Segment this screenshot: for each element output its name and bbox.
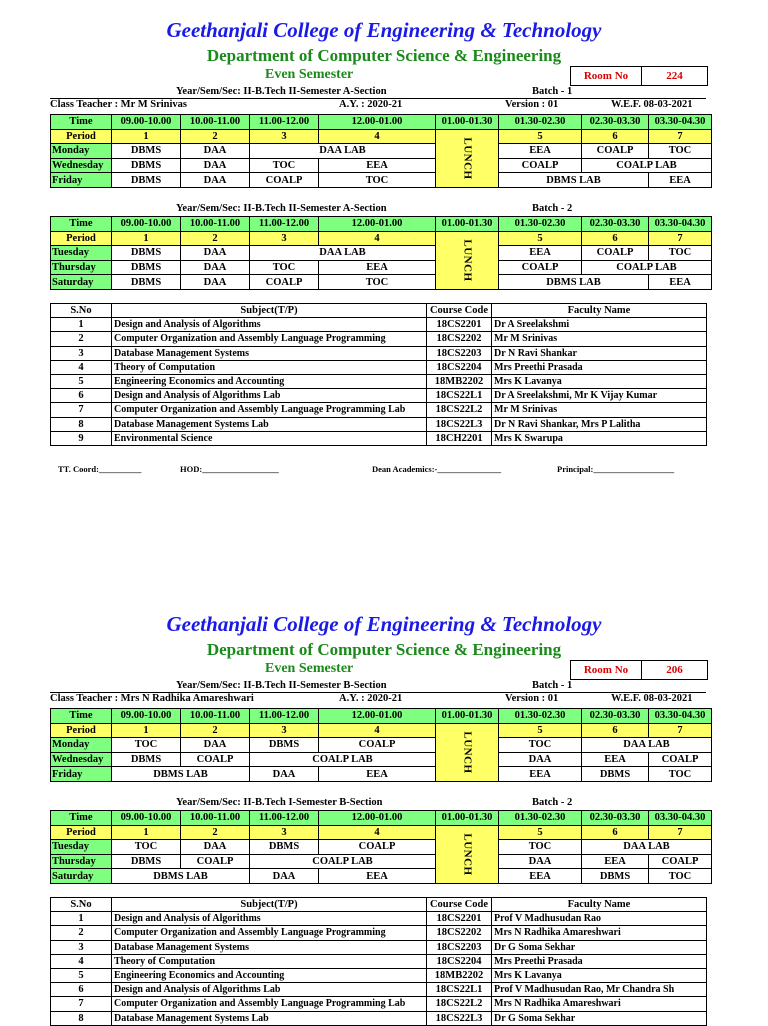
academic-year: A.Y. : 2020-21	[339, 99, 403, 110]
table-row	[51, 912, 707, 926]
subject-cell: DAA LAB	[582, 840, 712, 855]
batch2-year-sec: Year/Sem/Sec: II-B.Tech I-Semester B-Section	[176, 797, 383, 808]
period-header: Period	[51, 129, 112, 144]
signature-dean: Dean Academics:-_______________	[372, 464, 502, 474]
room-value: 224	[666, 70, 683, 82]
subject-cell: DAA	[181, 260, 250, 275]
time-slot: 12.00-01.00	[319, 217, 436, 232]
lunch-label: LUNCH	[461, 833, 474, 876]
day-label: Friday	[51, 173, 112, 188]
batch2-label: Batch - 2	[532, 797, 573, 808]
time-slot: 11.00-12.00	[250, 709, 319, 724]
time-slot: 03.30-04.30	[649, 115, 712, 130]
table-row	[51, 869, 712, 884]
subject-cell: COALP LAB	[582, 260, 712, 275]
subject-cell: EEA	[319, 260, 436, 275]
subject-cell: COALP	[499, 260, 582, 275]
time-slot: 11.00-12.00	[250, 115, 319, 130]
subject-cell: DAA	[181, 144, 250, 159]
subject-name: Database Management Systems Lab	[112, 1011, 427, 1025]
serial-number: 9	[51, 431, 112, 445]
subject-cell: TOC	[319, 173, 436, 188]
serial-number: 3	[51, 940, 112, 954]
course-code: 18CS22L3	[427, 417, 492, 431]
course-code: 18CS22L1	[427, 983, 492, 997]
class-teacher: Class Teacher : Mrs N Radhika Amareshwari	[50, 693, 254, 704]
subject-name: Computer Organization and Assembly Language Programming Lab	[112, 403, 427, 417]
subject-cell: DBMS	[112, 158, 181, 173]
subjects-table	[50, 897, 707, 1026]
subject-cell: DBMS	[112, 260, 181, 275]
period-header: Period	[51, 723, 112, 738]
time-slot: 01.00-01.30	[436, 217, 499, 232]
faculty-name: Mrs Preethi Prasada	[492, 360, 707, 374]
time-slot: 12.00-01.00	[319, 115, 436, 130]
department-title: Department of Computer Science & Engineering	[206, 46, 562, 65]
faculty-name: Mrs K Lavanya	[492, 374, 707, 388]
table-row	[51, 1011, 707, 1025]
subject-name: Engineering Economics and Accounting	[112, 968, 427, 982]
table-row	[51, 983, 707, 997]
period-number: 1	[112, 723, 181, 738]
room-box	[570, 660, 708, 680]
subject-cell: TOC	[250, 158, 319, 173]
subject-cell: COALP	[649, 854, 712, 869]
time-slot: 12.00-01.00	[319, 811, 436, 826]
time-header: Time	[51, 217, 112, 232]
subject-cell: EEA	[649, 275, 712, 290]
period-number: 3	[250, 825, 319, 840]
period-number: 6	[582, 129, 649, 144]
subject-cell: COALP	[582, 246, 649, 261]
serial-number: 8	[51, 1011, 112, 1025]
table-row	[51, 954, 707, 968]
subject-cell: DBMS	[112, 275, 181, 290]
subject-cell: COALP	[319, 840, 436, 855]
subject-cell: DAA	[181, 738, 250, 753]
batch1-year-sec: Year/Sem/Sec: II-B.Tech II-Semester B-Section	[176, 680, 387, 691]
batch1-label: Batch - 1	[532, 680, 573, 691]
course-code: 18CS2202	[427, 332, 492, 346]
day-label: Wednesday	[51, 752, 112, 767]
period-number: 4	[319, 129, 436, 144]
subject-name: Design and Analysis of Algorithms	[112, 912, 427, 926]
table-row	[51, 738, 712, 753]
subject-cell: DBMS LAB	[499, 275, 649, 290]
faculty-name: Mrs Preethi Prasada	[492, 954, 707, 968]
subject-cell: EEA	[582, 854, 649, 869]
period-number: 5	[499, 231, 582, 246]
day-label: Saturday	[51, 275, 112, 290]
subjects-header-cell: S.No	[51, 304, 112, 318]
lunch-label: LUNCH	[461, 137, 474, 180]
day-label: Tuesday	[51, 246, 112, 261]
period-number: 7	[649, 723, 712, 738]
serial-number: 2	[51, 332, 112, 346]
course-code: 18CS2203	[427, 940, 492, 954]
wef-date: W.E.F. 08-03-2021	[611, 99, 693, 110]
subject-cell: DAA LAB	[250, 246, 436, 261]
course-code: 18MB2202	[427, 374, 492, 388]
subjects-header-cell: Subject(T/P)	[112, 898, 427, 912]
subject-name: Database Management Systems	[112, 940, 427, 954]
subject-cell: COALP LAB	[250, 752, 436, 767]
subjects-header-cell: Faculty Name	[492, 304, 707, 318]
subject-cell: DBMS	[582, 767, 649, 782]
subject-cell: DBMS	[250, 738, 319, 753]
subject-name: Design and Analysis of Algorithms Lab	[112, 389, 427, 403]
table-row	[51, 752, 712, 767]
subject-cell: DAA	[181, 246, 250, 261]
time-slot: 11.00-12.00	[250, 217, 319, 232]
college-title: Geethanjali College of Engineering & Technology	[166, 612, 602, 636]
subject-cell: DAA	[181, 840, 250, 855]
course-code: 18CS2201	[427, 318, 492, 332]
serial-number: 5	[51, 374, 112, 388]
period-number: 1	[112, 129, 181, 144]
time-slot: 02.30-03.30	[582, 217, 649, 232]
faculty-name: Prof V Madhusudan Rao	[492, 912, 707, 926]
serial-number: 6	[51, 983, 112, 997]
serial-number: 4	[51, 360, 112, 374]
subject-name: Engineering Economics and Accounting	[112, 374, 427, 388]
day-label: Friday	[51, 767, 112, 782]
lunch-label: LUNCH	[461, 239, 474, 282]
time-header: Time	[51, 115, 112, 130]
table-row	[51, 997, 707, 1011]
time-slot: 09.00-10.00	[112, 811, 181, 826]
time-header: Time	[51, 709, 112, 724]
room-label: Room No	[571, 67, 642, 85]
day-label: Saturday	[51, 869, 112, 884]
timetable-batch-2	[50, 810, 712, 884]
subject-cell: TOC	[319, 275, 436, 290]
period-number: 4	[319, 723, 436, 738]
subject-cell: EEA	[499, 767, 582, 782]
subject-cell: COALP	[181, 752, 250, 767]
time-slot: 09.00-10.00	[112, 115, 181, 130]
period-number: 1	[112, 231, 181, 246]
period-number: 5	[499, 129, 582, 144]
subject-cell: COALP	[181, 854, 250, 869]
day-label: Wednesday	[51, 158, 112, 173]
subject-cell: TOC	[649, 869, 712, 884]
table-row	[51, 854, 712, 869]
course-code: 18CS2204	[427, 360, 492, 374]
faculty-name: Mr M Srinivas	[492, 332, 707, 346]
subject-cell: COALP	[250, 173, 319, 188]
day-label: Thursday	[51, 854, 112, 869]
subject-name: Design and Analysis of Algorithms Lab	[112, 983, 427, 997]
subject-name: Computer Organization and Assembly Language Programming	[112, 332, 427, 346]
serial-number: 3	[51, 346, 112, 360]
semester-label: Even Semester	[265, 661, 354, 676]
subjects-header-cell: Subject(T/P)	[112, 304, 427, 318]
day-label: Thursday	[51, 260, 112, 275]
subject-cell: DAA	[250, 767, 319, 782]
batch2-year-sec: Year/Sem/Sec: II-B.Tech II-Semester A-Section	[176, 203, 387, 214]
serial-number: 8	[51, 417, 112, 431]
faculty-name: Mr M Srinivas	[492, 403, 707, 417]
signature-hod: HOD:__________________	[180, 464, 279, 474]
period-header: Period	[51, 825, 112, 840]
subjects-header-cell: Course Code	[427, 304, 492, 318]
faculty-name: Mrs K Lavanya	[492, 968, 707, 982]
period-number: 7	[649, 129, 712, 144]
table-row	[51, 926, 707, 940]
faculty-name: Mrs N Radhika Amareshwari	[492, 926, 707, 940]
faculty-name: Dr N Ravi Shankar, Mrs P Lalitha	[492, 417, 707, 431]
subject-name: Theory of Computation	[112, 360, 427, 374]
subject-cell: EEA	[319, 869, 436, 884]
subject-cell: TOC	[112, 840, 181, 855]
table-row	[51, 767, 712, 782]
faculty-name: Dr N Ravi Shankar	[492, 346, 707, 360]
serial-number: 6	[51, 389, 112, 403]
period-number: 7	[649, 825, 712, 840]
wef-date: W.E.F. 08-03-2021	[611, 693, 693, 704]
subject-name: Computer Organization and Assembly Language Programming	[112, 926, 427, 940]
department-title: Department of Computer Science & Engineering	[206, 640, 562, 659]
course-code: 18MB2202	[427, 968, 492, 982]
subject-cell: TOC	[112, 738, 181, 753]
period-number: 1	[112, 825, 181, 840]
period-number: 2	[181, 825, 250, 840]
version: Version : 01	[505, 693, 559, 704]
time-slot: 03.30-04.30	[649, 217, 712, 232]
period-number: 5	[499, 723, 582, 738]
subject-cell: TOC	[649, 246, 712, 261]
subject-cell: COALP LAB	[582, 158, 712, 173]
period-number: 6	[582, 723, 649, 738]
time-slot: 01.30-02.30	[499, 115, 582, 130]
period-number: 3	[250, 231, 319, 246]
time-header: Time	[51, 811, 112, 826]
subject-cell: DAA	[181, 158, 250, 173]
subject-name: Computer Organization and Assembly Language Programming Lab	[112, 997, 427, 1011]
subject-cell: EEA	[319, 767, 436, 782]
subject-cell: EEA	[649, 173, 712, 188]
subject-cell: DAA	[181, 275, 250, 290]
time-slot: 09.00-10.00	[112, 709, 181, 724]
batch1-label: Batch - 1	[532, 86, 573, 97]
subject-cell: DAA LAB	[250, 144, 436, 159]
time-slot: 11.00-12.00	[250, 811, 319, 826]
serial-number: 1	[51, 912, 112, 926]
table-row	[51, 968, 707, 982]
signature-tt-coord: TT. Coord:__________	[58, 464, 142, 474]
room-value: 206	[666, 664, 683, 676]
subject-cell: DBMS	[250, 840, 319, 855]
time-slot: 10.00-11.00	[181, 115, 250, 130]
subject-cell: COALP	[499, 158, 582, 173]
subject-cell: EEA	[499, 246, 582, 261]
day-label: Monday	[51, 738, 112, 753]
subject-cell: DBMS	[112, 246, 181, 261]
batch1-year-sec: Year/Sem/Sec: II-B.Tech II-Semester A-Section	[176, 86, 387, 97]
period-number: 2	[181, 129, 250, 144]
subject-name: Environmental Science	[112, 431, 427, 445]
period-number: 6	[582, 231, 649, 246]
period-number: 3	[250, 723, 319, 738]
subject-cell: COALP	[582, 144, 649, 159]
version: Version : 01	[505, 99, 559, 110]
table-row	[51, 840, 712, 855]
batch2-label: Batch - 2	[532, 203, 573, 214]
period-number: 6	[582, 825, 649, 840]
subject-cell: DAA	[250, 869, 319, 884]
timetable-batch-1	[50, 708, 712, 782]
period-number: 2	[181, 231, 250, 246]
subject-cell: DAA	[499, 854, 582, 869]
course-code: 18CS22L3	[427, 1011, 492, 1025]
period-number: 3	[250, 129, 319, 144]
subjects-header-cell: S.No	[51, 898, 112, 912]
serial-number: 2	[51, 926, 112, 940]
course-code: 18CS22L1	[427, 389, 492, 403]
course-code: 18CS2203	[427, 346, 492, 360]
academic-year: A.Y. : 2020-21	[339, 693, 403, 704]
day-label: Monday	[51, 144, 112, 159]
course-code: 18CS2202	[427, 926, 492, 940]
time-slot: 02.30-03.30	[582, 811, 649, 826]
room-label: Room No	[571, 661, 642, 679]
signature-principal: Principal:___________________	[557, 464, 675, 474]
subject-cell: COALP LAB	[250, 854, 436, 869]
faculty-name: Dr A Sreelakshmi, Mr K Vijay Kumar	[492, 389, 707, 403]
faculty-name: Dr A Sreelakshmi	[492, 318, 707, 332]
time-slot: 01.30-02.30	[499, 709, 582, 724]
lunch-cell	[436, 723, 499, 781]
time-slot: 10.00-11.00	[181, 709, 250, 724]
serial-number: 5	[51, 968, 112, 982]
period-number: 7	[649, 231, 712, 246]
course-code: 18CS2201	[427, 912, 492, 926]
subject-cell: TOC	[499, 738, 582, 753]
time-slot: 10.00-11.00	[181, 811, 250, 826]
subject-cell: DBMS LAB	[112, 767, 250, 782]
subject-cell: DBMS LAB	[499, 173, 649, 188]
subject-name: Database Management Systems Lab	[112, 417, 427, 431]
faculty-name: Prof V Madhusudan Rao, Mr Chandra Sh	[492, 983, 707, 997]
period-number: 4	[319, 825, 436, 840]
period-number: 5	[499, 825, 582, 840]
subjects-header-cell: Faculty Name	[492, 898, 707, 912]
course-code: 18CH2201	[427, 431, 492, 445]
subject-cell: DBMS	[582, 869, 649, 884]
subject-cell: DBMS	[112, 173, 181, 188]
faculty-name: Mrs N Radhika Amareshwari	[492, 997, 707, 1011]
subject-cell: COALP	[250, 275, 319, 290]
time-slot: 03.30-04.30	[649, 811, 712, 826]
subject-cell: DBMS LAB	[112, 869, 250, 884]
time-slot: 01.00-01.30	[436, 811, 499, 826]
faculty-name: Dr G Soma Sekhar	[492, 1011, 707, 1025]
course-code: 18CS22L2	[427, 997, 492, 1011]
course-code: 18CS2204	[427, 954, 492, 968]
day-label: Tuesday	[51, 840, 112, 855]
time-slot: 10.00-11.00	[181, 217, 250, 232]
subject-cell: EEA	[499, 869, 582, 884]
table-row	[51, 940, 707, 954]
serial-number: 7	[51, 997, 112, 1011]
faculty-name: Mrs K Swarupa	[492, 431, 707, 445]
serial-number: 4	[51, 954, 112, 968]
subject-cell: COALP	[319, 738, 436, 753]
subject-cell: TOC	[649, 144, 712, 159]
subject-cell: EEA	[582, 752, 649, 767]
subject-cell: DBMS	[112, 144, 181, 159]
subject-cell: DAA	[181, 173, 250, 188]
time-slot: 01.30-02.30	[499, 811, 582, 826]
college-title: Geethanjali College of Engineering & Technology	[166, 18, 602, 42]
subject-cell: TOC	[499, 840, 582, 855]
lunch-label: LUNCH	[461, 731, 474, 774]
class-teacher: Class Teacher : Mr M Srinivas	[50, 99, 187, 110]
subject-cell: TOC	[649, 767, 712, 782]
subject-cell: DAA	[499, 752, 582, 767]
time-slot: 02.30-03.30	[582, 115, 649, 130]
subject-name: Database Management Systems	[112, 346, 427, 360]
time-slot: 12.00-01.00	[319, 709, 436, 724]
subject-cell: EEA	[499, 144, 582, 159]
time-slot: 01.00-01.30	[436, 115, 499, 130]
subjects-header-cell: Course Code	[427, 898, 492, 912]
subject-cell: TOC	[250, 260, 319, 275]
serial-number: 7	[51, 403, 112, 417]
time-slot: 01.30-02.30	[499, 217, 582, 232]
semester-label: Even Semester	[265, 67, 354, 82]
lunch-cell	[436, 825, 499, 883]
faculty-name: Dr G Soma Sekhar	[492, 940, 707, 954]
subject-cell: DBMS	[112, 752, 181, 767]
serial-number: 1	[51, 318, 112, 332]
time-slot: 02.30-03.30	[582, 709, 649, 724]
subject-cell: EEA	[319, 158, 436, 173]
time-slot: 03.30-04.30	[649, 709, 712, 724]
time-slot: 01.00-01.30	[436, 709, 499, 724]
subject-name: Design and Analysis of Algorithms	[112, 318, 427, 332]
period-number: 4	[319, 231, 436, 246]
course-code: 18CS22L2	[427, 403, 492, 417]
subject-cell: DAA LAB	[582, 738, 712, 753]
subject-cell: DBMS	[112, 854, 181, 869]
time-slot: 09.00-10.00	[112, 217, 181, 232]
subject-name: Theory of Computation	[112, 954, 427, 968]
period-number: 2	[181, 723, 250, 738]
subject-cell: COALP	[649, 752, 712, 767]
period-header: Period	[51, 231, 112, 246]
